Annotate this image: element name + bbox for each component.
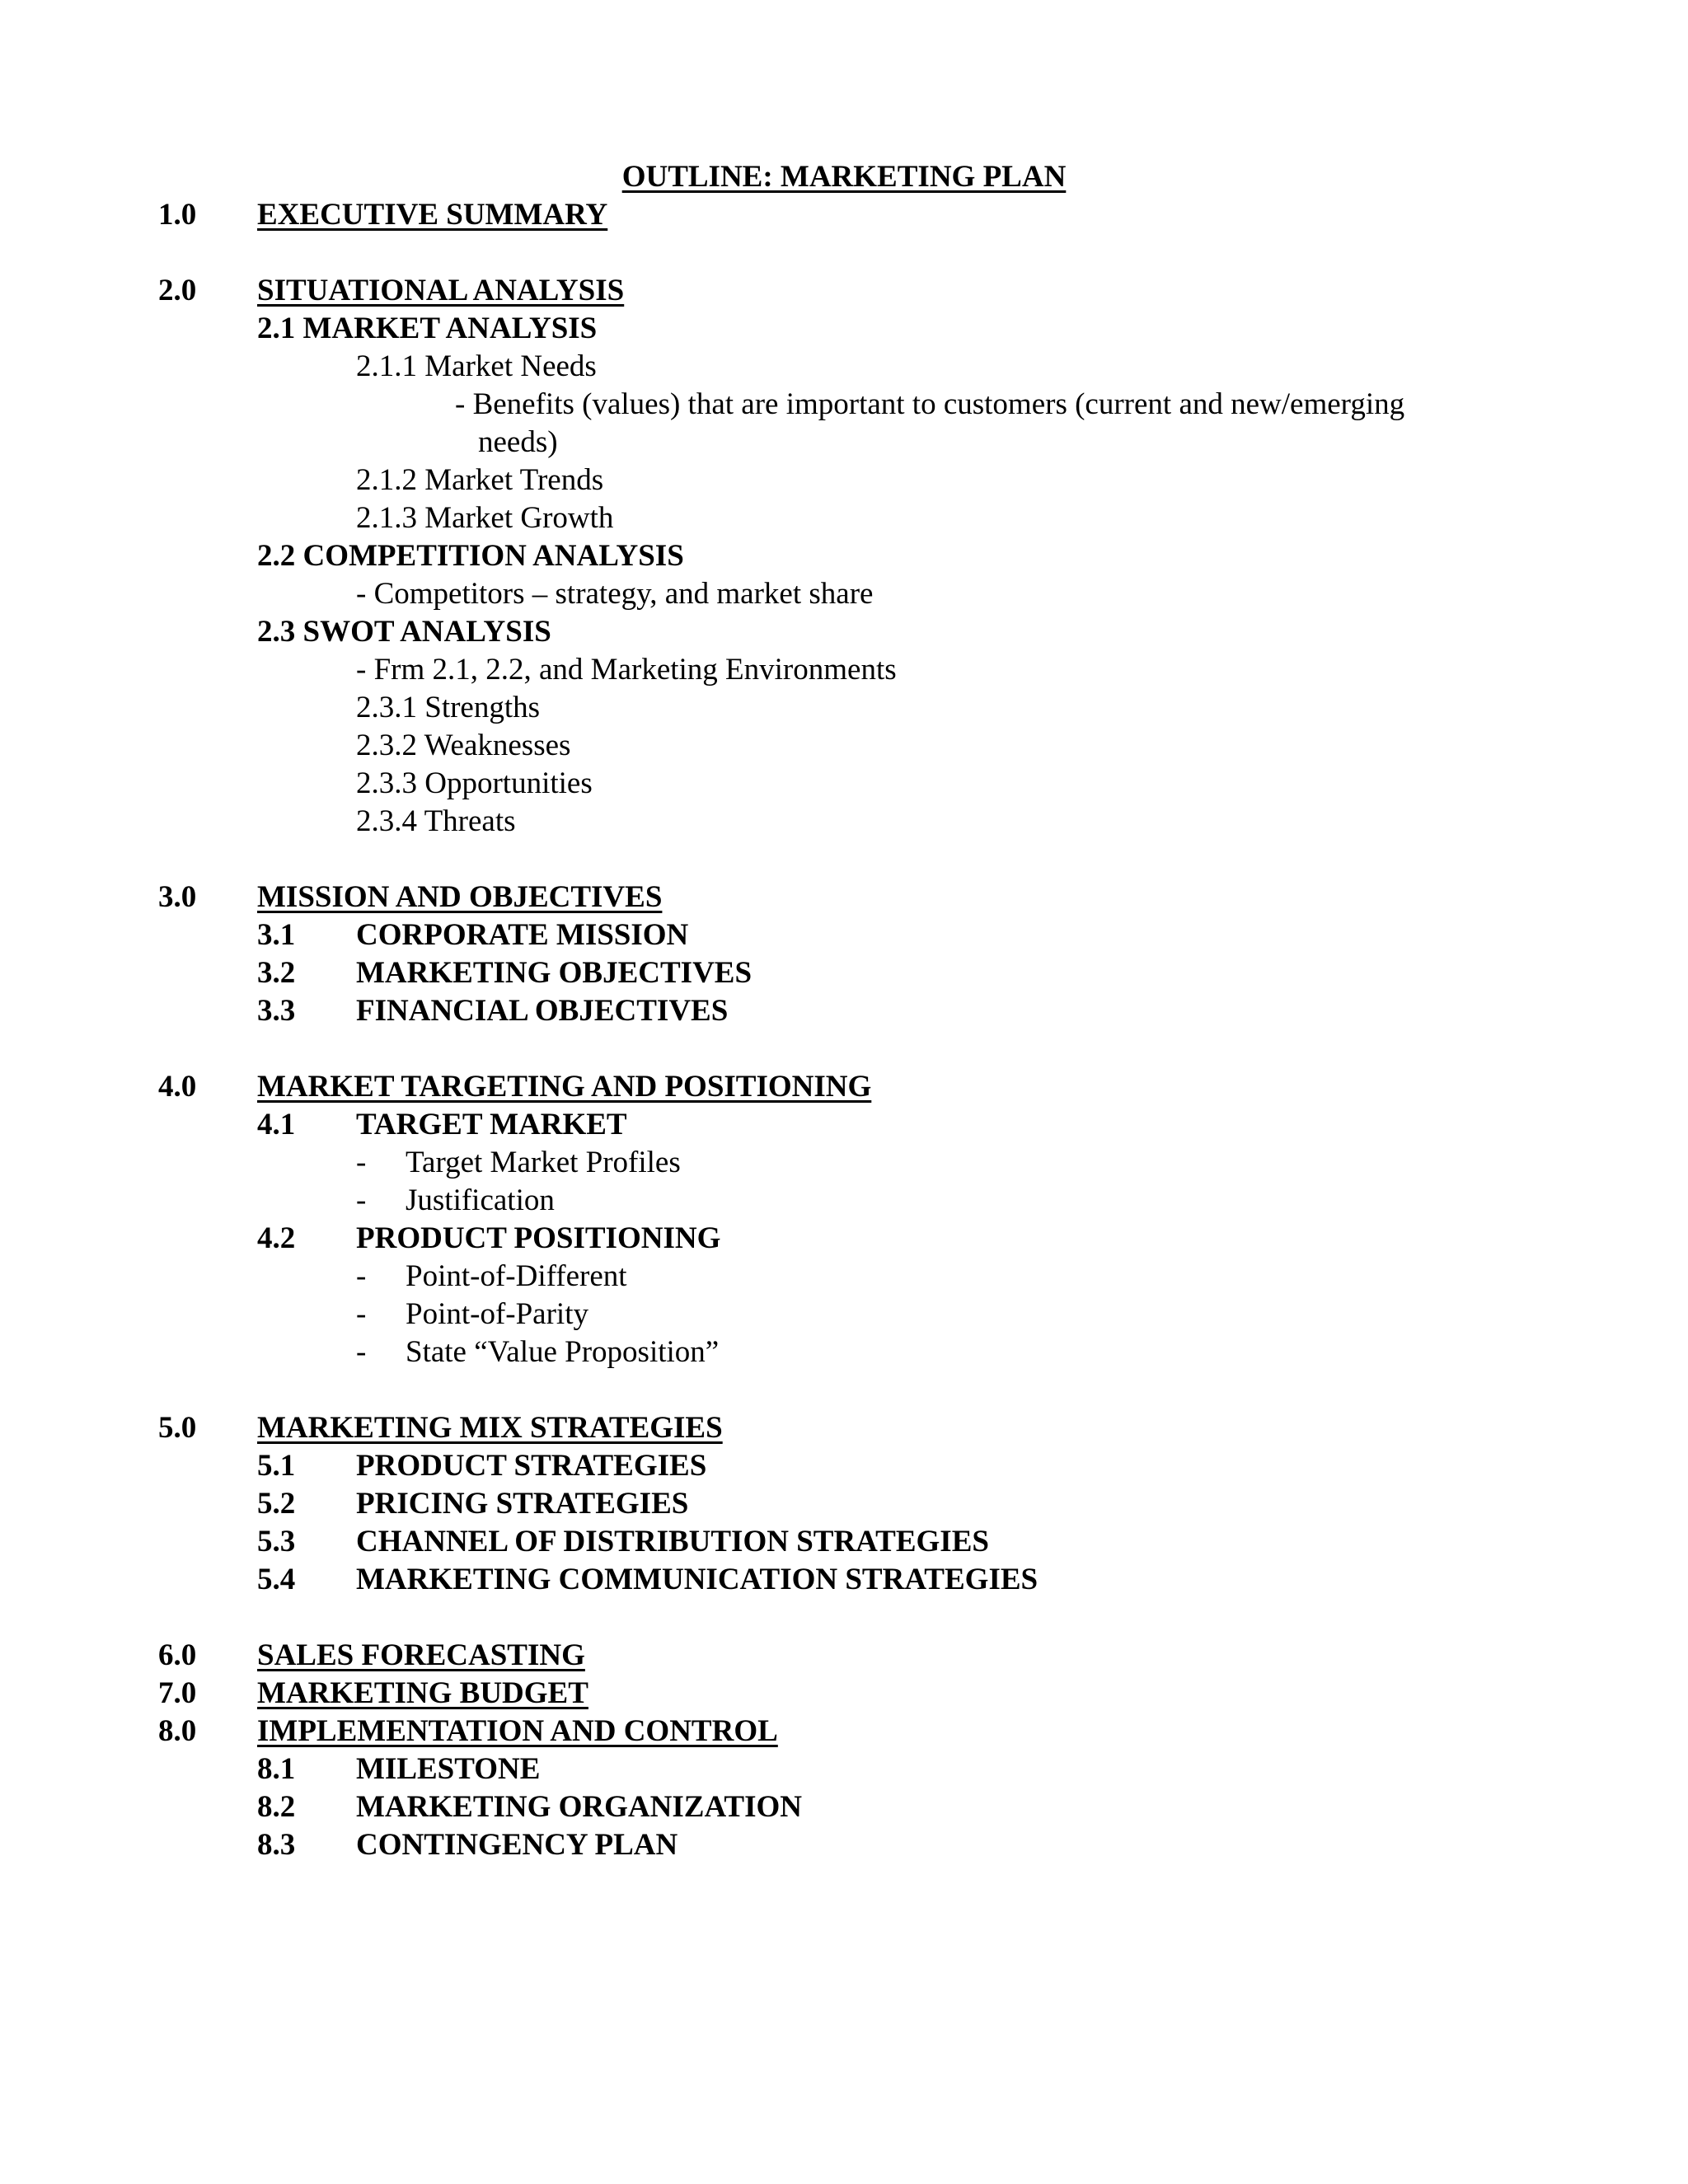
subsection-heading: 2.2 COMPETITION ANALYSIS xyxy=(257,539,684,573)
section-number: 2.0 xyxy=(158,274,197,307)
subsection-number: 4.1 xyxy=(257,1108,296,1141)
outline-item: 2.1.2 Market Trends xyxy=(356,463,604,497)
subsection-heading: PRICING STRATEGIES xyxy=(356,1487,689,1521)
section-heading: SALES FORECASTING xyxy=(257,1638,585,1672)
section-heading: EXECUTIVE SUMMARY xyxy=(257,198,608,232)
bullet-item: Target Market Profiles xyxy=(406,1146,681,1179)
subsection-number: 5.4 xyxy=(257,1563,296,1596)
bullet-item: Justification xyxy=(406,1183,555,1217)
outline-item: 2.3.1 Strengths xyxy=(356,691,541,724)
subsection-number: 8.2 xyxy=(257,1790,296,1824)
subsection-number: 8.3 xyxy=(257,1828,296,1862)
subsection-number: 5.1 xyxy=(257,1449,296,1483)
subsection-number: 8.1 xyxy=(257,1752,296,1786)
document-title: OUTLINE: MARKETING PLAN xyxy=(621,160,1067,194)
outline-item: 2.1.3 Market Growth xyxy=(356,501,614,535)
subsection-heading: 2.1 MARKET ANALYSIS xyxy=(257,312,598,345)
subsection-heading: MARKETING OBJECTIVES xyxy=(356,956,753,990)
outline-note-continued: needs) xyxy=(478,425,558,459)
subsection-heading: PRODUCT STRATEGIES xyxy=(356,1449,707,1483)
subsection-number: 4.2 xyxy=(257,1221,296,1255)
subsection-heading: 2.3 SWOT ANALYSIS xyxy=(257,615,551,649)
section-heading: MARKET TARGETING AND POSITIONING xyxy=(257,1070,872,1104)
subsection-number: 3.2 xyxy=(257,956,296,990)
outline-note: - Benefits (values) that are important to customers (current and new/emerging xyxy=(455,387,1405,421)
subsection-heading: CORPORATE MISSION xyxy=(356,918,689,952)
bullet-dash: - xyxy=(356,1259,367,1293)
subsection-number: 5.3 xyxy=(257,1525,296,1558)
section-number: 5.0 xyxy=(158,1411,197,1445)
section-heading: MISSION AND OBJECTIVES xyxy=(257,880,663,914)
outline-note: - Competitors – strategy, and market share xyxy=(356,577,874,611)
subsection-heading: MARKETING COMMUNICATION STRATEGIES xyxy=(356,1563,1039,1596)
section-heading: MARKETING BUDGET xyxy=(257,1676,588,1710)
subsection-heading: MARKETING ORGANIZATION xyxy=(356,1790,802,1824)
section-number: 4.0 xyxy=(158,1070,197,1104)
bullet-item: Point-of-Different xyxy=(406,1259,627,1293)
section-number: 1.0 xyxy=(158,198,197,232)
outline-item: 2.1.1 Market Needs xyxy=(356,349,597,383)
subsection-heading: MILESTONE xyxy=(356,1752,541,1786)
section-number: 3.0 xyxy=(158,880,197,914)
section-number: 7.0 xyxy=(158,1676,197,1710)
subsection-number: 5.2 xyxy=(257,1487,296,1521)
bullet-item: State “Value Proposition” xyxy=(406,1335,720,1369)
subsection-heading: TARGET MARKET xyxy=(356,1108,627,1141)
outline-item: 2.3.3 Opportunities xyxy=(356,766,593,800)
subsection-heading: CONTINGENCY PLAN xyxy=(356,1828,678,1862)
bullet-dash: - xyxy=(356,1183,367,1217)
outline-item: 2.3.2 Weaknesses xyxy=(356,729,571,762)
section-number: 8.0 xyxy=(158,1714,197,1748)
bullet-dash: - xyxy=(356,1297,367,1331)
section-heading: MARKETING MIX STRATEGIES xyxy=(257,1411,723,1445)
outline-item: 2.3.4 Threats xyxy=(356,804,516,838)
section-heading: IMPLEMENTATION AND CONTROL xyxy=(257,1714,778,1748)
bullet-item: Point-of-Parity xyxy=(406,1297,588,1331)
subsection-heading: CHANNEL OF DISTRIBUTION STRATEGIES xyxy=(356,1525,989,1558)
subsection-number: 3.3 xyxy=(257,994,296,1028)
subsection-heading: FINANCIAL OBJECTIVES xyxy=(356,994,729,1028)
subsection-number: 3.1 xyxy=(257,918,296,952)
bullet-dash: - xyxy=(356,1335,367,1369)
section-number: 6.0 xyxy=(158,1638,197,1672)
bullet-dash: - xyxy=(356,1146,367,1179)
subsection-heading: PRODUCT POSITIONING xyxy=(356,1221,721,1255)
section-heading: SITUATIONAL ANALYSIS xyxy=(257,274,625,307)
outline-note: - Frm 2.1, 2.2, and Marketing Environments xyxy=(356,653,897,687)
